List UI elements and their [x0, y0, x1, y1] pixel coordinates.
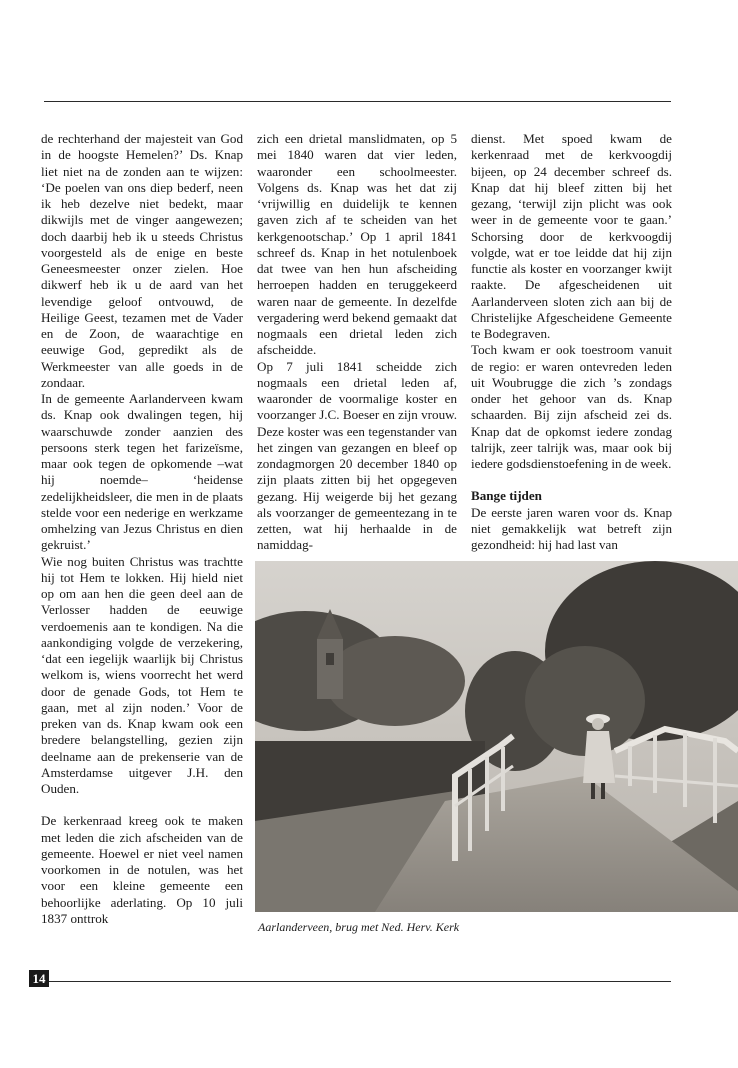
paragraph: De eerste jaren waren voor ds. Knap niet gemakkelijk wat betreft zijn gezondheid: hij had last van [471, 504, 672, 552]
page-number: 14 [29, 970, 49, 987]
paragraph: In de gemeente Aarlanderveen kwam ds. Knap ook dwalingen tegen, hij waarschuwde zonder aanzien des persoons sterk tegen het farizeïsme, maar ook tegen de opkomende –wat hij noemde– ‘heidense zedelijkheidsleer, die men in de plaats stelde voor een nederige en werkzame omhelzing van Jezus Christus en dien gekruist.’ [41, 391, 243, 553]
text-column-3 [471, 131, 672, 553]
paragraph: de rechterhand der majesteit van God in de hoogste Hemelen?’ Ds. Knap liet niet na de zonden aan te wijzen: ‘De poelen van ons diep bederf, neen ik heb dezelve niet bedekt, maar dikwijls met de vinger aangewezen; doch daarbij heb ik u steeds Christus voorgesteld als de enige en beste Geneesmeester onzer zielen. Hoe dikwerf heb ik u de aard van het levendige geloof ontvouwd, de Heilige Geest, tezamen met de Vader en de Zoon, de waarachtige en eeuwige God, gepredikt als de Werkmeester van alle goeds in de zondaar. [41, 131, 243, 390]
text-column-1 [41, 131, 243, 927]
paragraph: dienst. Met spoed kwam de kerkenraad met de kerkvoogdij bijeen, op 24 december schreef ds. Knap dat hij bleef zitten bij het gezang, ‘terwijl zijn plicht was ook weer in de gemeente voor te gaan.’ Schorsing door de kerkvoogdij volgde, wat er toe leidde dat hij zijn functie als koster en voorzanger kwijt raakte. De afgescheidenen uit Aarlanderveen sloten zich aan bij de Christelijke Afgescheidene Gemeente te Bodegraven. [471, 131, 672, 341]
paragraph: Toch kwam er ook toestroom vanuit de regio: er waren ontevreden leden uit Woubrugge die zich ’s zondags onder het gehoor van ds. Knap schaarden. Bij zijn afscheid zei ds. Knap dat de opkomst iedere zondag talrijk, zeer talrijk was, maar ook bij iedere godsdienstoefening in de week. [471, 342, 672, 471]
bottom-rule [49, 981, 671, 982]
paragraph: De kerkenraad kreeg ook te maken met leden die zich afscheiden van de gemeente. Hoewel er niet veel namen voorkomen in de notulen, was het voor een kleine gemeente een behoorlijke aderlating. Op 10 juli 1837 onttrok [41, 813, 243, 926]
paragraph: Wie nog buiten Christus was trachtte hij tot Hem te lokken. Hij hield niet op om aan hen die geen deel aan de Verlosser hadden de eeuwige verdoemenis aan te kondigen. Na die aankondiging volgde de verzekering, ‘dat een iegelijk waarlijk bij Christus welkom is, wiens voorrecht het werd door de genade Gods, tot Hem te gaan, met al zijn noden.’ Voor de preken van ds. Knap kwam ook een bredere belangstelling, gezien zijn deelname aan de prekenserie van de Amsterdamse uitgever J.H. den Ouden. [41, 553, 243, 796]
photo-caption: Aarlanderveen, brug met Ned. Herv. Kerk [258, 920, 460, 934]
paragraph: zich een drietal manslidmaten, op 5 mei 1840 waren dat vier leden, waaronder een schoolmeester. Volgens ds. Knap was het dat zij ‘vrijwillig en duidelijk te kennen gaven zich af te scheiden van het kerkgenootschap.’ Op 1 april 1841 schreef ds. Knap in het notulenboek dat twee van hen hun afscheiding herroepen hadden en teruggekeerd waren naar de gemeente. In dezelfde vergadering werd bekend gemaakt dat nogmaals een drietal leden zich afscheidde. [257, 131, 457, 358]
section-heading: Bange tijden [471, 488, 542, 504]
top-rule [44, 101, 671, 102]
paragraph: Op 7 juli 1841 scheidde zich nogmaals een drietal leden af, waaronder de voormalige koster en voorzanger J.C. Boeser en zijn vrouw. Deze koster was een tegenstander van het zingen van gezangen en bleef op zondagmorgen 20 december 1840 op zijn plaats zitten bij het opgegeven gezang. Hij weigerde bij het gezang als voorzanger de gemeentezang in te zetten, wat hij herhaalde in de namiddag- [257, 358, 457, 553]
text-column-2 [257, 131, 457, 554]
historic-photo [255, 561, 738, 912]
